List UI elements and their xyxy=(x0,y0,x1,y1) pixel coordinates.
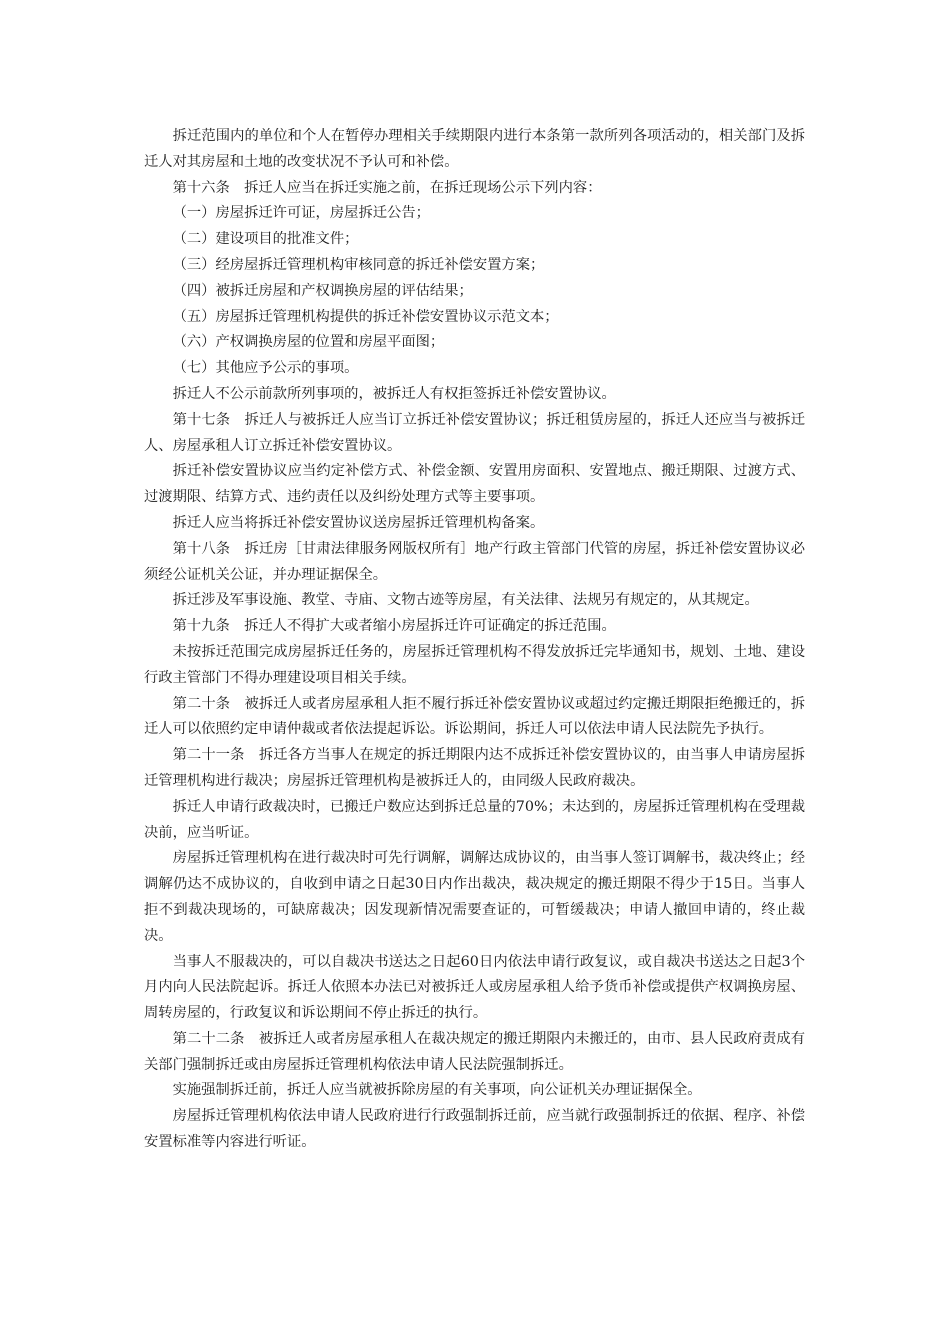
paragraph: 拆迁涉及军事设施、教堂、寺庙、文物古迹等房屋，有关法律、法规另有规定的，从其规定。 xyxy=(172,592,759,609)
list-item: （一）房屋拆迁许可证，房屋拆迁公告； xyxy=(172,205,430,222)
paragraph: 拆迁人应当将拆迁补偿安置协议送房屋拆迁管理机构备案。 xyxy=(172,514,545,531)
paragraph: 拆迁补偿安置协议应当约定补偿方式、补偿金额、安置用房面积、安置地点、搬迁期限、过渡方式、过渡期限、结算方式、违约责任以及纠纷处理方式等主要事项。 xyxy=(144,463,805,506)
list-item: （四）被拆迁房屋和产权调换房屋的评估结果； xyxy=(172,282,473,299)
paragraph: 未按拆迁范围完成房屋拆迁任务的，房屋拆迁管理机构不得发放拆迁完毕通知书，规划、土地、建设行政主管部门不得办理建设项目相关手续。 xyxy=(144,643,805,686)
article-20: 第二十条 被拆迁人或者房屋承租人拒不履行拆迁补偿安置协议或超过约定搬迁期限拒绝搬迁的，拆迁人可以依照约定申请仲裁或者依法提起诉讼。诉讼期间，拆迁人可以依法申请人民法院先予执行。 xyxy=(144,695,805,738)
list-item: （六）产权调换房屋的位置和房屋平面图； xyxy=(172,334,445,351)
list-item: （三）经房屋拆迁管理机构审核同意的拆迁补偿安置方案； xyxy=(172,256,545,273)
article-19: 第十九条 拆迁人不得扩大或者缩小房屋拆迁许可证确定的拆迁范围。 xyxy=(172,618,616,635)
article-16-heading: 第十六条 拆迁人应当在拆迁实施之前，在拆迁现场公示下列内容： xyxy=(172,179,602,196)
paragraph: 拆迁人不公示前款所列事项的，被拆迁人有权拒签拆迁补偿安置协议。 xyxy=(172,385,616,402)
paragraph: 房屋拆迁管理机构在进行裁决时可先行调解，调解达成协议的，由当事人签订调解书，裁决终止；经调解仍达不成协议的，自收到申请之日起30日内作出裁决，裁决规定的搬迁期限不得少于15日。当事人拒不到裁决现场的，可缺席裁决；因发现新情况需要查证的，可暂缓裁决；申请人撤回申请的，终止裁决。 xyxy=(144,850,805,944)
paragraph: 实施强制拆迁前，拆迁人应当就被拆除房屋的有关事项，向公证机关办理证据保全。 xyxy=(172,1082,702,1099)
article-21: 第二十一条 拆迁各方当事人在规定的拆迁期限内达不成拆迁补偿安置协议的，由当事人申请房屋拆迁管理机构进行裁决；房屋拆迁管理机构是被拆迁人的，由同级人民政府裁决。 xyxy=(144,747,805,789)
paragraph: 房屋拆迁管理机构依法申请人民政府进行行政强制拆迁前，应当就行政强制拆迁的依据、程序、补偿安置标准等内容进行听证。 xyxy=(144,1108,805,1151)
document-page xyxy=(144,124,805,1156)
list-item: （五）房屋拆迁管理机构提供的拆迁补偿安置协议示范文本； xyxy=(172,308,559,325)
article-18: 第十八条 拆迁房［甘肃法律服务网版权所有］地产行政主管部门代管的房屋，拆迁补偿安置协议必须经公证机关公证，并办理证据保全。 xyxy=(144,540,805,583)
list-item: （二）建设项目的批准文件； xyxy=(172,231,359,248)
paragraph: 拆迁人申请行政裁决时，已搬迁户数应达到拆迁总量的70%；未达到的，房屋拆迁管理机构在受理裁决前，应当听证。 xyxy=(144,798,805,841)
article-22: 第二十二条 被拆迁人或者房屋承租人在裁决规定的搬迁期限内未搬迁的，由市、县人民政府责成有关部门强制拆迁或由房屋拆迁管理机构依法申请人民法院强制拆迁。 xyxy=(144,1030,805,1073)
list-item: （七）其他应予公示的事项。 xyxy=(172,360,359,377)
paragraph: 当事人不服裁决的，可以自裁决书送达之日起60日内依法申请行政复议，或自裁决书送达之日起3个月内向人民法院起诉。拆迁人依照本办法已对被拆迁人或房屋承租人给予货币补偿或提供产权调换房屋、周转房屋的，行政复议和诉讼期间不停止拆迁的执行。 xyxy=(144,953,805,1022)
article-17: 第十七条 拆迁人与被拆迁人应当订立拆迁补偿安置协议；拆迁租赁房屋的，拆迁人还应当与被拆迁人、房屋承租人订立拆迁补偿安置协议。 xyxy=(144,411,805,454)
paragraph: 拆迁范围内的单位和个人在暂停办理相关手续期限内进行本条第一款所列各项活动的，相关部门及拆迁人对其房屋和土地的改变状况不予认可和补偿。 xyxy=(144,128,805,170)
